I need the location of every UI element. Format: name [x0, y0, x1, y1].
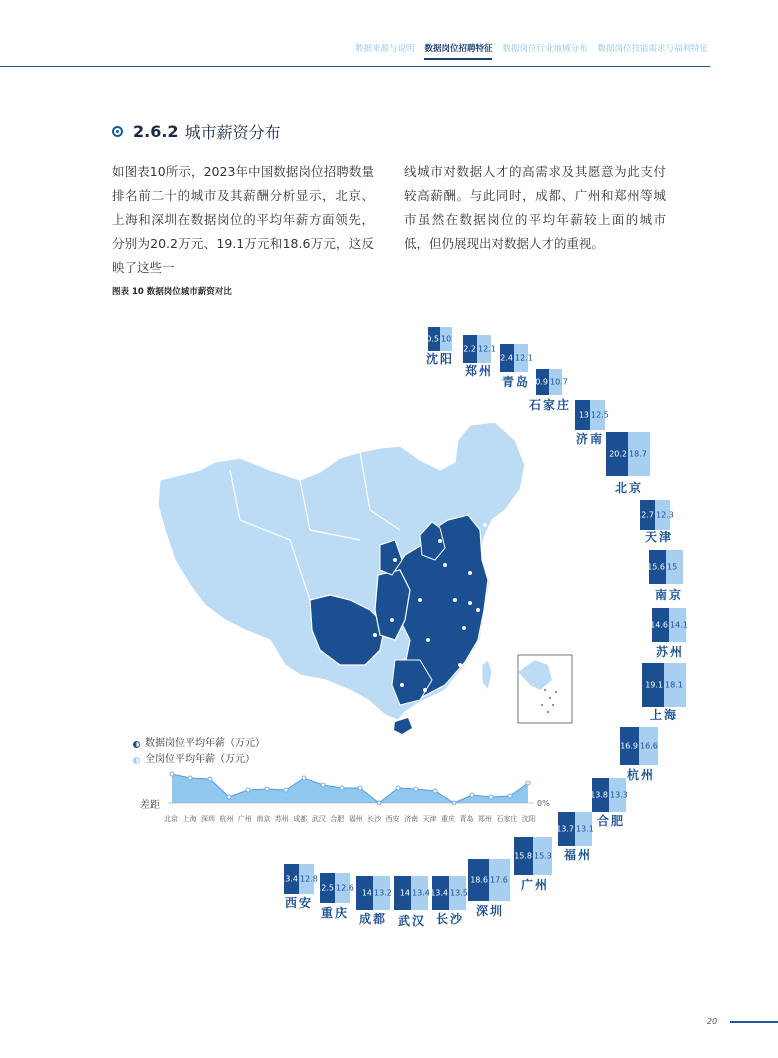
diff-x-label: 杭州 — [219, 815, 234, 823]
diff-x-label: 合肥 — [330, 815, 345, 823]
diff-x-label: 石家庄 — [496, 815, 518, 823]
diff-x-label: 福州 — [348, 815, 363, 823]
value-all: 15 — [667, 562, 678, 572]
city-circle-jinan — [575, 400, 609, 430]
map-dot — [476, 608, 480, 612]
nav-tab-industry-region[interactable]: 数据岗位行业地域分布 — [502, 44, 588, 54]
legend-item-all — [133, 752, 265, 768]
city-circle-shijiazhuang — [530, 369, 568, 395]
map-dot — [462, 626, 466, 630]
city-name-chengdu: 成都 — [359, 912, 388, 926]
value-all: 10 — [441, 334, 452, 344]
value-data: 16.9 — [620, 741, 638, 751]
map-dot — [426, 638, 430, 642]
city-name-shanghai: 上海 — [650, 708, 679, 722]
city-name-suzhou: 苏州 — [656, 645, 685, 659]
value-data: 10.5 — [421, 334, 439, 344]
value-all: 12.6 — [336, 883, 354, 893]
city-circle-tianjin — [636, 500, 674, 530]
diff-x-label: 北京 — [164, 815, 178, 823]
city-name-guangzhou: 广州 — [521, 878, 550, 892]
value-data: 14.6 — [650, 620, 668, 630]
value-data: 14 — [361, 888, 372, 898]
city-circle-xian — [280, 864, 318, 894]
map-taiwan — [482, 660, 492, 690]
diff-x-label: 青岛 — [459, 815, 474, 823]
map-hainan — [394, 718, 412, 734]
legend-label-data: 数据岗位平均年薪（万元） — [145, 738, 265, 749]
city-circle-hangzhou — [620, 727, 658, 765]
map-dot — [418, 598, 422, 602]
city-name-nanjing: 南京 — [655, 588, 684, 602]
value-data: 15.8 — [514, 851, 532, 861]
diff-zero-label: 0% — [537, 799, 550, 808]
map-dot — [373, 633, 377, 637]
figure-caption: 图表 10 数据岗位城市薪资对比 — [112, 287, 232, 297]
diff-x-label: 上海 — [182, 815, 197, 823]
diff-x-label: 成都 — [293, 815, 308, 823]
value-all: 18.7 — [629, 449, 647, 459]
city-circle-shenzhen — [468, 859, 510, 901]
city-name-hangzhou: 杭州 — [627, 768, 656, 782]
diff-x-label: 天津 — [422, 815, 437, 823]
value-all: 14.1 — [670, 620, 688, 630]
city-name-chongqing: 重庆 — [321, 906, 350, 920]
value-all: 18.1 — [665, 680, 683, 690]
value-all: 13.3 — [610, 790, 628, 800]
value-all: 12.8 — [300, 874, 318, 884]
value-all: 15.3 — [534, 851, 552, 861]
diff-x-label: 重庆 — [441, 815, 456, 823]
value-data: 14 — [399, 888, 410, 898]
diff-x-label: 南京 — [256, 815, 271, 823]
value-all: 10.7 — [550, 377, 568, 387]
city-name-zhengzhou: 郑州 — [465, 364, 494, 378]
city-name-shijiazhuang: 石家庄 — [529, 398, 572, 412]
legend-item-data — [133, 736, 265, 752]
city-name-wuhan: 武汉 — [398, 914, 427, 928]
city-circle-nanjing — [649, 550, 683, 584]
value-data: 13.8 — [590, 790, 608, 800]
value-data: 13 — [578, 410, 589, 420]
map-dot — [483, 523, 487, 527]
city-name-hefei: 合肥 — [597, 814, 626, 828]
value-data: 12.4 — [495, 353, 513, 363]
value-all: 12.1 — [515, 353, 533, 363]
section-number: 2.6.2 — [133, 122, 179, 141]
value-all: 13.5 — [450, 888, 468, 898]
map-dot — [458, 663, 462, 667]
section-heading: 城市薪资分布 — [184, 123, 281, 142]
footer-line — [730, 1021, 778, 1023]
map-dot — [393, 558, 397, 562]
city-circle-chongqing — [316, 873, 354, 903]
body-text-right: 线城市对数据人才的高需求及其愿意为此支付较高薪酬。与此同时，成都、广州和郑州等城市虽然在数据岗位的平均年薪较上面的城市低，但仍展现出对数据人才的重视。 — [404, 164, 666, 251]
city-circle-fuzhou — [558, 812, 592, 846]
value-data: 19.1 — [645, 680, 663, 690]
city-name-shenzhen: 深圳 — [476, 904, 505, 918]
city-name-beijing: 北京 — [615, 481, 644, 495]
city-name-tianjin: 天津 — [645, 530, 674, 544]
city-circle-beijing — [606, 432, 650, 476]
city-circle-qingdao — [495, 344, 533, 372]
value-all: 13.1 — [576, 824, 594, 834]
value-all: 13.2 — [374, 888, 392, 898]
diff-x-label: 郑州 — [477, 815, 492, 823]
city-name-jinan: 济南 — [576, 432, 605, 446]
value-data: 15.6 — [647, 562, 665, 572]
map-dot — [400, 683, 404, 687]
legend-label-all: 全岗位平均年薪（万元） — [145, 754, 255, 765]
value-data: 13.4 — [280, 874, 298, 884]
page-number: 20 — [707, 1017, 718, 1026]
map-dot — [468, 601, 472, 605]
value-all: 12.3 — [656, 510, 674, 520]
value-data: 13.4 — [430, 888, 448, 898]
value-data: 12.5 — [316, 883, 334, 893]
city-circle-hefei — [592, 778, 626, 812]
chart-legend — [133, 736, 265, 768]
value-all: 17.6 — [490, 875, 508, 885]
value-data: 12.2 — [458, 344, 476, 354]
diff-x-label: 长沙 — [367, 815, 382, 823]
value-data: 13.7 — [556, 824, 574, 834]
nav-tab-data-source[interactable]: 数据来源与说明 — [354, 44, 415, 54]
diff-x-label: 武汉 — [311, 815, 326, 823]
city-name-changsha: 长沙 — [436, 912, 465, 926]
diff-x-label: 广州 — [237, 815, 252, 823]
nav-tab-skills-welfare[interactable]: 数据岗位技能需求与福利特征 — [597, 44, 708, 54]
city-name-qingdao: 青岛 — [502, 375, 531, 389]
map-dot — [468, 571, 472, 575]
city-circle-suzhou — [652, 608, 686, 642]
value-data: 18.6 — [470, 875, 488, 885]
city-circle-zhengzhou — [458, 335, 496, 363]
diff-x-label: 沈阳 — [521, 815, 536, 823]
city-circle-changsha — [432, 876, 466, 910]
city-name-xian: 西安 — [285, 896, 314, 910]
value-data: 20.2 — [609, 449, 627, 459]
legend-swatch-data — [133, 741, 140, 748]
diff-x-label: 苏州 — [274, 815, 289, 823]
diff-x-label: 济南 — [404, 815, 419, 823]
city-circle-chengdu — [356, 876, 390, 910]
map-dot — [453, 598, 457, 602]
diff-axis-label: 差距 — [140, 800, 160, 811]
value-data: 10.9 — [530, 377, 548, 387]
value-all: 16.6 — [640, 741, 658, 751]
city-name-fuzhou: 福州 — [564, 848, 593, 862]
value-all: 12.5 — [591, 410, 609, 420]
value-all: 13.4 — [412, 888, 430, 898]
value-data: 12.7 — [636, 510, 654, 520]
diff-x-label: 深圳 — [200, 815, 215, 823]
legend-swatch-all — [133, 757, 140, 764]
city-circle-wuhan — [394, 876, 428, 910]
value-all: 12.1 — [478, 344, 496, 354]
city-circle-shenyang — [421, 327, 452, 351]
diff-x-labels — [164, 814, 536, 824]
map-dot — [423, 688, 427, 692]
map-dot — [438, 539, 442, 543]
diff-x-label: 西安 — [385, 815, 400, 823]
nav-tab-recruitment[interactable]: 数据岗位招聘特征 — [424, 42, 492, 60]
map-dot — [390, 618, 394, 622]
city-circle-shanghai — [642, 663, 686, 707]
body-text-left: 如图表10所示，2023年中国数据岗位招聘数量排名前二十的城市及其薪酬分析显示，北京、上海和深圳在数据岗位的平均年薪方面领先，分别为20.2万元、19.1万元和18.6万元，这反映了这些一 — [112, 164, 374, 275]
city-circle-guangzhou — [514, 837, 552, 875]
city-name-shenyang: 沈阳 — [426, 352, 455, 366]
map-dot — [443, 563, 447, 567]
